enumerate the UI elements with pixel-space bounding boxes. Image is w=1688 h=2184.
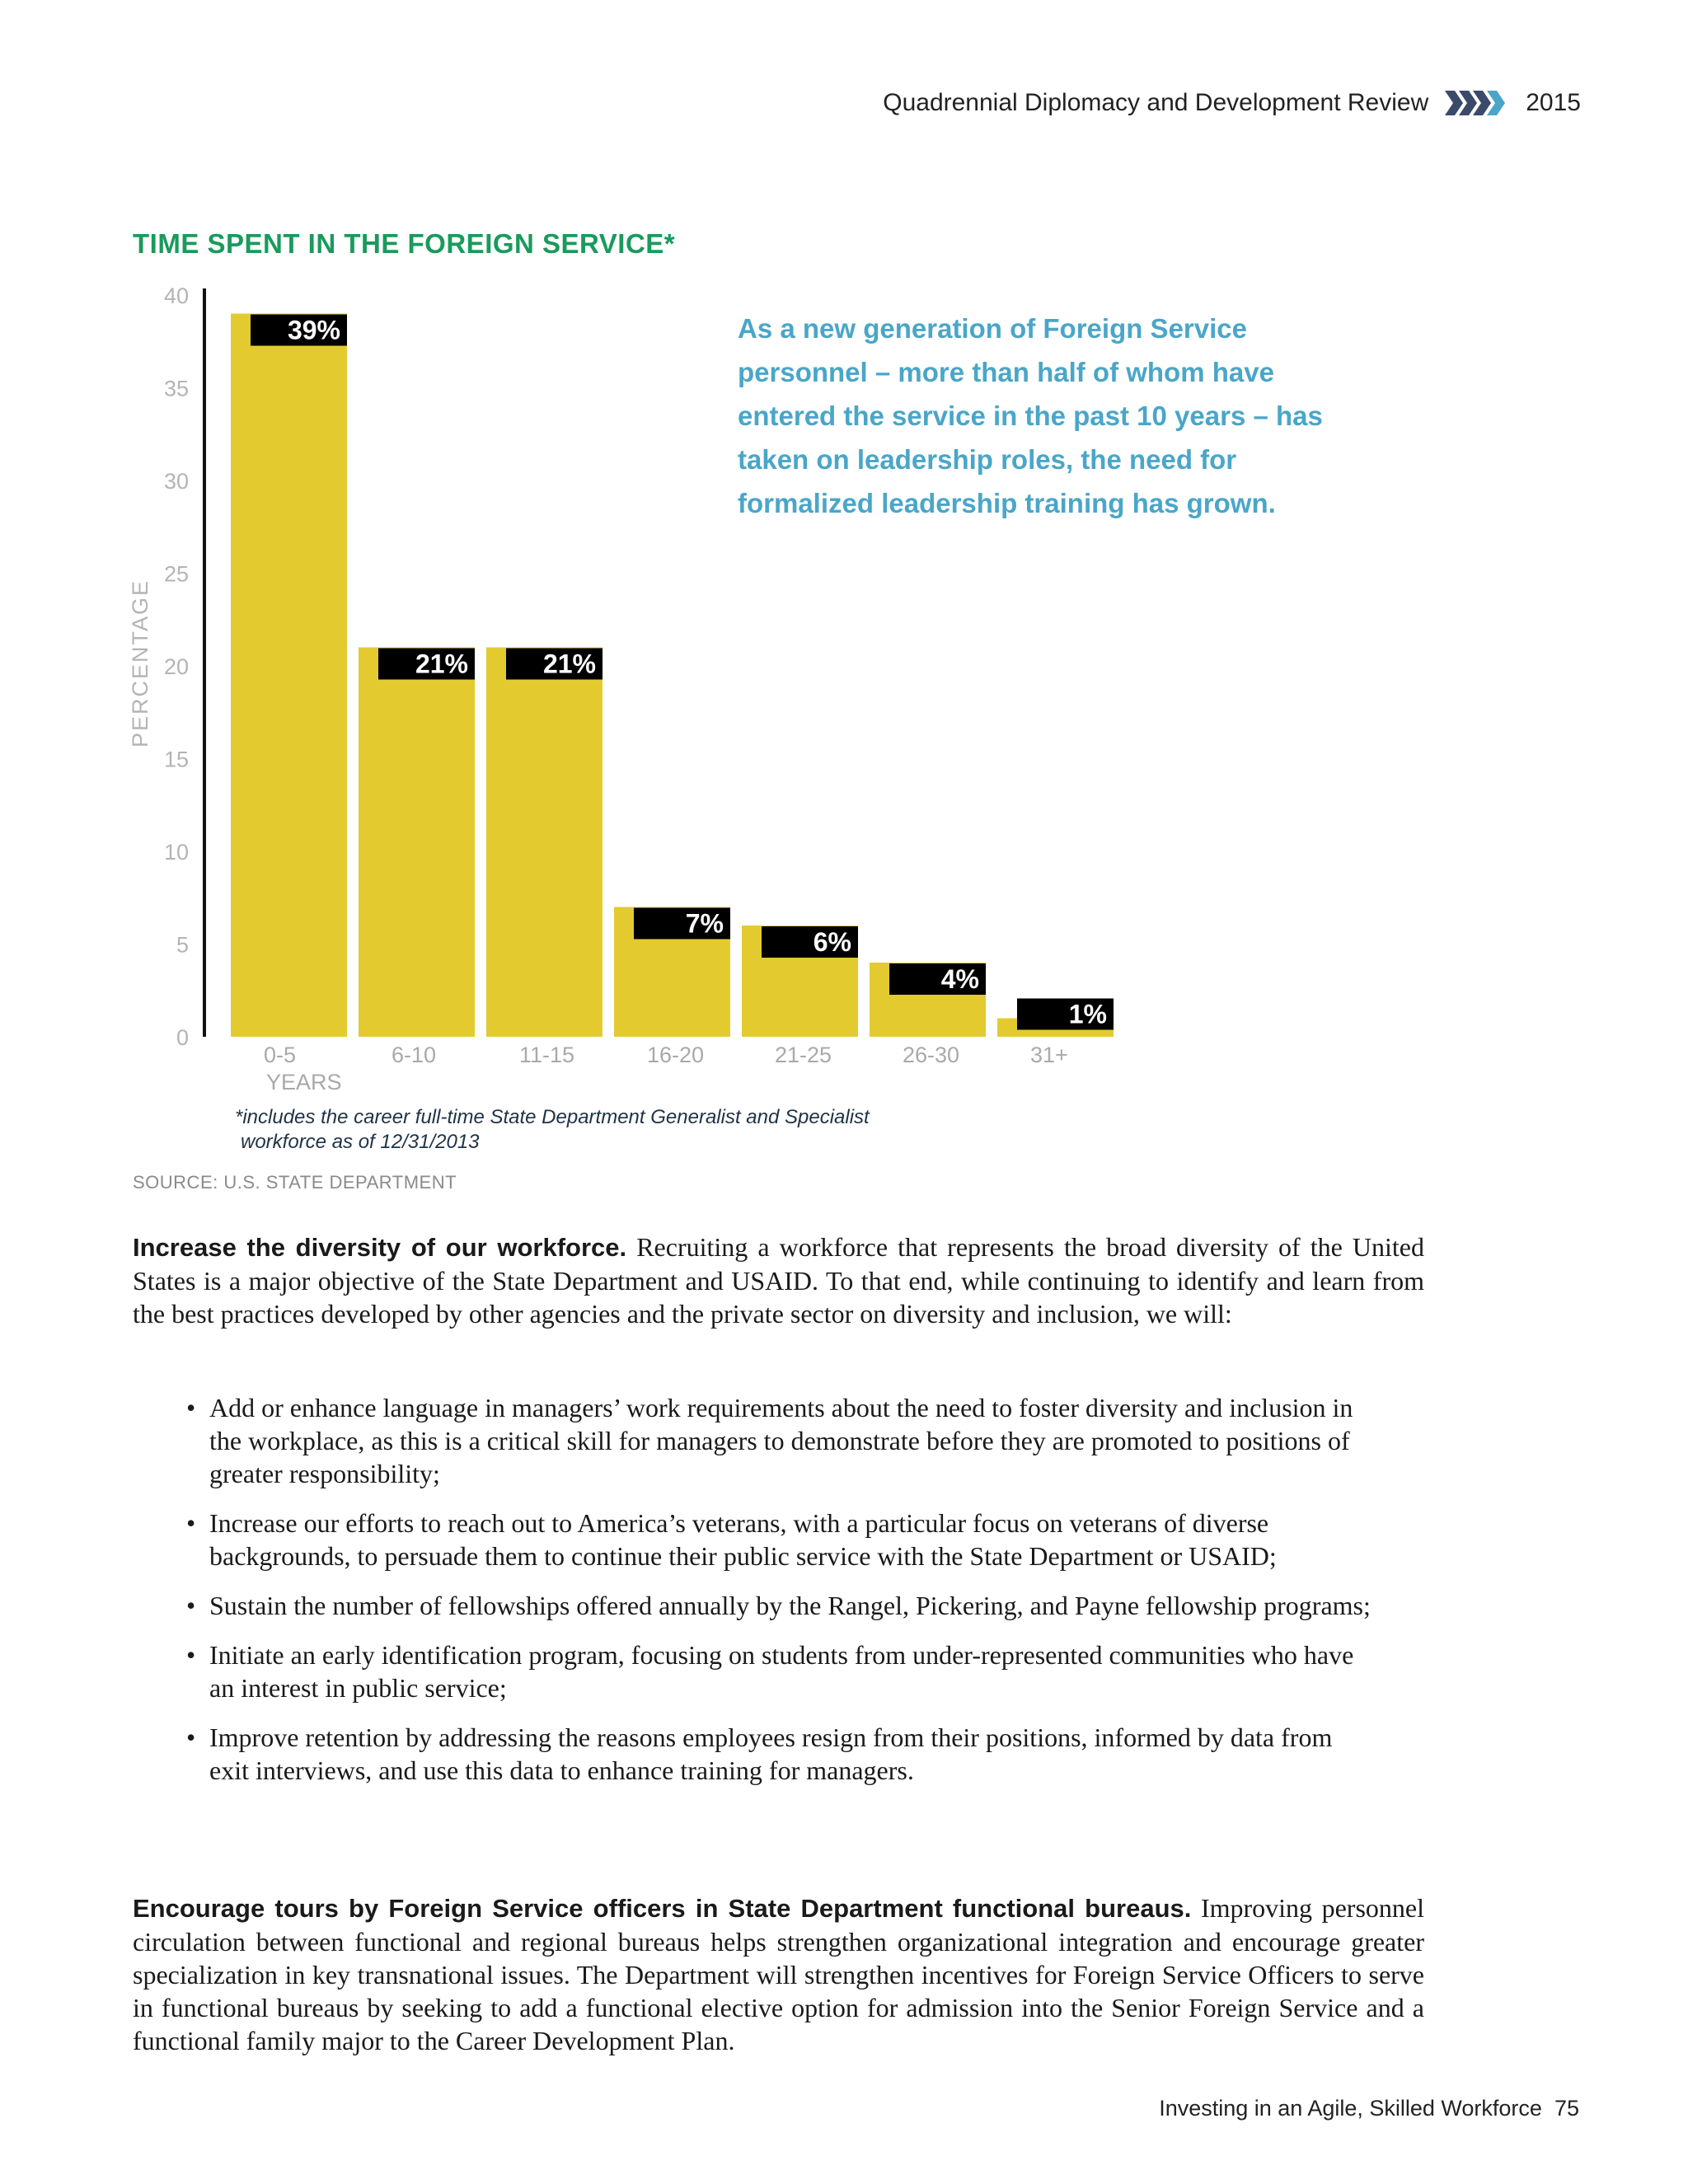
bar: [486, 648, 603, 1038]
x-axis-label: YEARS: [266, 1070, 342, 1094]
diversity-bullet-list: [186, 1391, 1373, 1803]
y-tick-label: 40: [163, 284, 189, 308]
x-tick-label: 21-25: [775, 1043, 832, 1067]
data-label: 21%: [542, 649, 596, 679]
y-tick-label: 25: [163, 561, 189, 587]
bullet-icon: •: [186, 1640, 196, 1670]
diversity-heading: Increase the diversity of our workforce.: [133, 1233, 627, 1262]
y-tick-label: 20: [163, 654, 189, 679]
list-item: • Add or enhance language in managers’ work requirements about the need to foster diversity and inclusion in the workplace, as this is a critical skill for managers to demonstrate before they are promoted to positions of greater responsibility;: [186, 1393, 1353, 1488]
chart-callout: As a new generation of Foreign Service personnel – more than half of whom have entered the service in the past 10 years – has taken on leadership roles, the need for formalized leadership training has grown.: [738, 313, 1323, 518]
bullet-icon: •: [186, 1591, 196, 1620]
tours-paragraph: [133, 1891, 1424, 2057]
x-tick-label: 0-5: [264, 1043, 297, 1067]
data-label: 21%: [415, 649, 468, 679]
y-tick-label: 35: [163, 376, 189, 401]
list-item: • Improve retention by addressing the reasons employees resign from their positions, informed by data from exit interviews, and use this data to enhance training for managers.: [186, 1722, 1333, 1785]
bullet-icon: •: [186, 1393, 196, 1422]
chevrons-icon: [1445, 89, 1509, 117]
y-tick-label: 0: [176, 1025, 189, 1050]
chart-footnote: [235, 1105, 1059, 1155]
x-tick-label: 16-20: [647, 1043, 705, 1067]
bar-chart: [0, 0, 1154, 1104]
y-axis-label: PERCENTAGE: [128, 579, 152, 748]
data-label: 6%: [813, 927, 851, 957]
x-tick-label: 31+: [1030, 1043, 1068, 1067]
footnote-line-2: workforce as of 12/31/2013: [241, 1131, 480, 1153]
chart-title: TIME SPENT IN THE FOREIGN SERVICE*: [133, 228, 676, 259]
publication-title: Quadrennial Diplomacy and Development Review: [883, 89, 1429, 116]
data-label: 4%: [940, 964, 979, 994]
tours-heading: Encourage tours by Foreign Service officers in State Department functional bureaus.: [133, 1894, 1192, 1923]
y-tick-label: 10: [163, 840, 189, 865]
list-item: • Increase our efforts to reach out to America’s veterans, with a particular focus on veterans of diverse backgrounds, to persuade them to continue their public service with the State Department or USAID;: [186, 1508, 1277, 1571]
y-tick-label: 15: [163, 747, 189, 772]
bar: [231, 314, 347, 1038]
data-label: 7%: [685, 908, 724, 939]
data-label: 1%: [1068, 999, 1107, 1029]
y-tick-label: 5: [176, 932, 189, 958]
diversity-paragraph: [133, 1230, 1424, 1330]
diversity-text: Recruiting a workforce that represents the broad diversity of the United States is a major objective of the State Department and USAID. To that end, while continuing to identify and learn from the best practices developed by other agencies and the private sector on diversity and inclusion, we will:: [133, 1232, 1425, 1329]
page-number: 75: [1554, 2096, 1579, 2121]
chart-source: SOURCE: U.S. STATE DEPARTMENT: [133, 1172, 457, 1193]
bullet-icon: •: [186, 1722, 196, 1752]
bar: [359, 648, 475, 1038]
x-tick-label: 6-10: [392, 1043, 437, 1067]
section-title: Investing in an Agile, Skilled Workforce: [1159, 2096, 1542, 2121]
y-tick-label: 30: [163, 469, 189, 494]
x-tick-label: 26-30: [903, 1043, 960, 1067]
publication-year: 2015: [1526, 89, 1581, 116]
tours-text: Improving personnel circulation between functional and regional bureaus helps strengthen organizational integration and encourage greater specialization in key transnational issues. The Department will strengthen incentives for Foreign Service Officers to serve in functional bureaus by seeking to add a functional elective option for admission into the Senior Foreign Service and a functional family major to the Career Development Plan.: [133, 1893, 1425, 2055]
list-item: • Sustain the number of fellowships offered annually by the Rangel, Pickering, and Payne fellowship programs;: [186, 1591, 1371, 1620]
bullet-icon: •: [186, 1508, 196, 1538]
footnote-line-1: *includes the career full-time State Department Generalist and Specialist: [235, 1106, 870, 1128]
page-footer: [1159, 2096, 1579, 2121]
list-item: • Initiate an early identification program, focusing on students from under-represented communities who have an interest in public service;: [186, 1640, 1354, 1703]
data-label: 39%: [287, 315, 340, 345]
x-tick-label: 11-15: [519, 1043, 575, 1067]
